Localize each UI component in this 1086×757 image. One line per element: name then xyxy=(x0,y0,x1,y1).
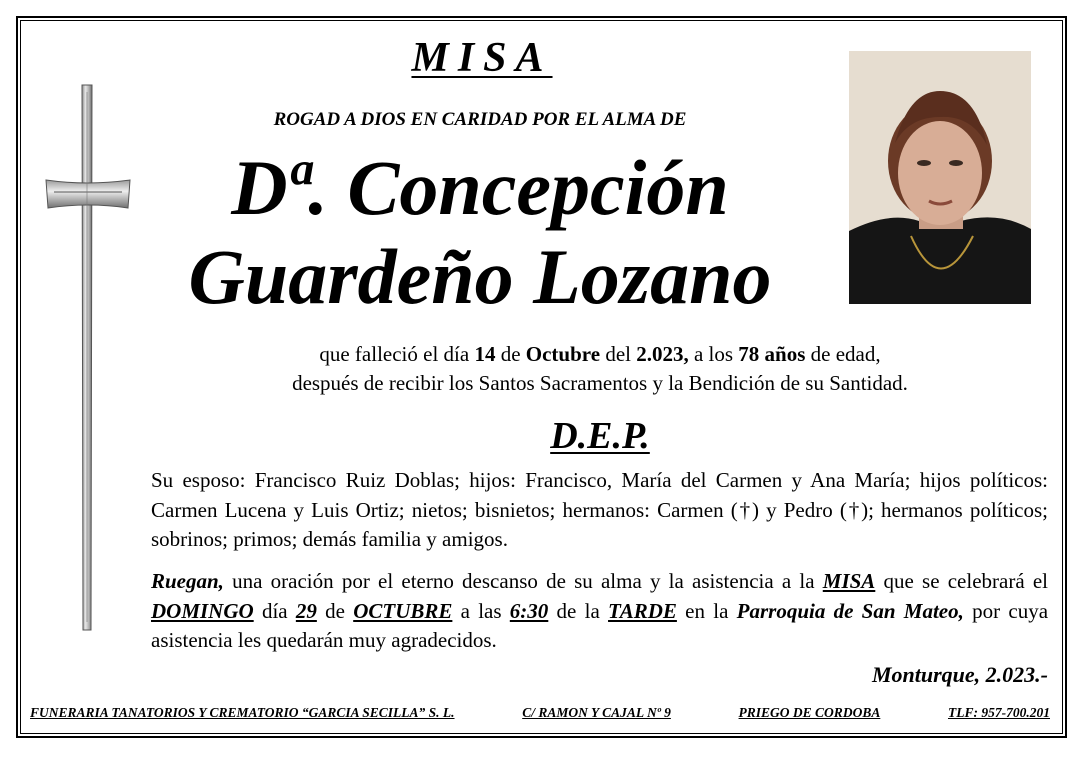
footer-company: FUNERARIA TANATORIOS Y CREMATORIO “GARCIA SECILLA” S. L. xyxy=(30,705,455,720)
death-info-line2: después de recibir los Santos Sacramentos y la Bendición de su Santidad. xyxy=(292,371,908,395)
death-info-line1: que falleció el día 14 de Octubre del 2.023, a los 78 años de edad, xyxy=(319,342,881,366)
place-date: Monturque, 2.023.- xyxy=(871,662,1048,687)
rip-heading: D.E.P. xyxy=(550,415,650,457)
family-paragraph: Su esposo: Francisco Ruiz Doblas; hijos: Francisco, María del Carmen y Ana María; hijos políticos: Carmen Lucena y Luis Ortiz; nietos; bisnietos; hermanos: Carmen (†) y Pedro (†); hermanos políticos; sobrinos; primos; demás familia y amigos. xyxy=(151,468,1048,551)
intro-line: ROGAD A DIOS EN CARIDAD POR EL ALMA DE xyxy=(273,109,687,130)
footer-city: PRIEGO DE CORDOBA xyxy=(738,705,881,720)
portrait-photo xyxy=(849,51,1031,304)
deceased-name-line1: Dª. Concepción xyxy=(231,144,729,231)
footer-phone: TLF: 957-700.201 xyxy=(947,705,1050,720)
footer-address: C/ RAMON Y CAJAL Nº 9 xyxy=(522,705,671,720)
deceased-name-line2: Guardeño Lozano xyxy=(188,233,772,320)
footer xyxy=(30,703,1050,723)
mass-invitation-paragraph: Ruegan, una oración por el eterno descanso de su alma y la asistencia a la MISA que se celebrará el DOMINGO día 29 de OCTUBRE a las 6:30 de la TARDE en la Parroquia de San Mateo, por cuya asistencia les quedarán muy agradecidos. xyxy=(151,569,1049,652)
page-title: MISA xyxy=(411,35,553,81)
